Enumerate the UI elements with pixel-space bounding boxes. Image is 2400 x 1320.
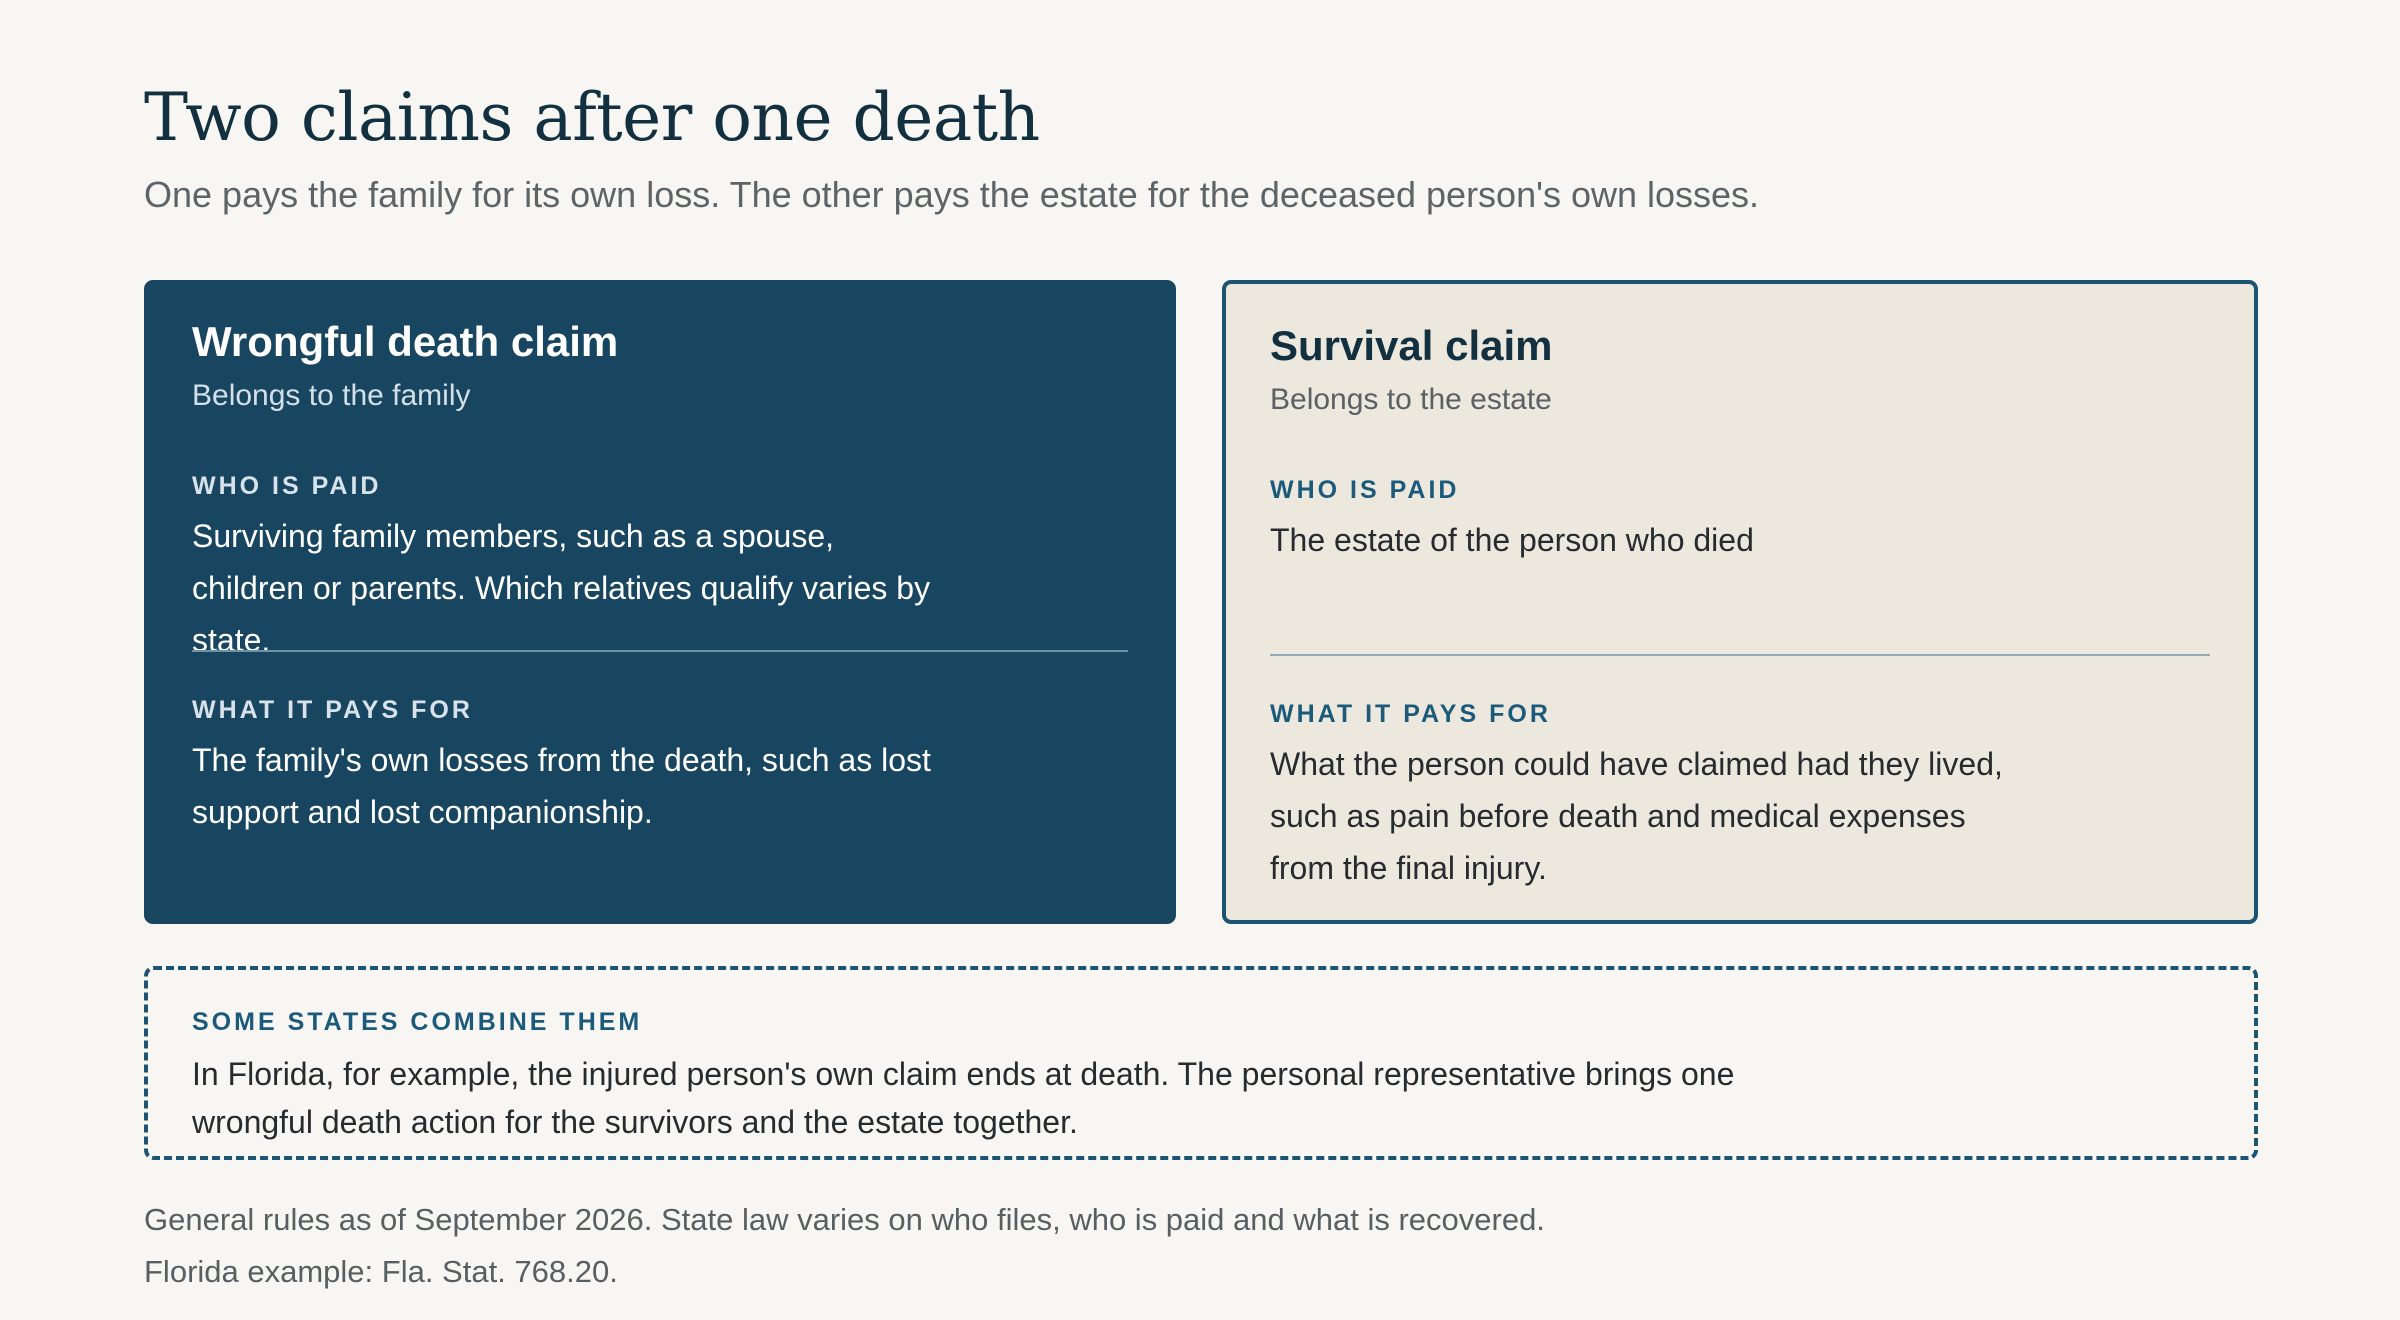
what-it-pays-for-text: The family's own losses from the death, such as lost support and lost companionship.	[192, 742, 931, 830]
card-divider	[1270, 654, 2210, 656]
what-it-pays-for-label: WHAT IT PAYS FOR	[192, 696, 473, 724]
wrongful-death-card	[144, 280, 1176, 924]
callout-text: In Florida, for example, the injured person's own claim ends at death. The personal representative brings one wrongful death action for the survivors and the estate together.	[192, 1056, 1735, 1140]
footnote-general-rules: General rules as of September 2026. State law varies on who files, who is paid and what is recovered.	[144, 1202, 1545, 1237]
who-is-paid-label: WHO IS PAID	[192, 472, 382, 500]
card-title: Survival claim	[1270, 322, 1553, 369]
page-title: Two claims after one death	[144, 79, 1040, 156]
combined-claims-callout	[144, 966, 2258, 1160]
card-divider	[192, 650, 1128, 652]
who-is-paid-text: The estate of the person who died	[1270, 522, 1754, 558]
card-title: Wrongful death claim	[192, 318, 619, 365]
footnote-florida-statute: Florida example: Fla. Stat. 768.20.	[144, 1254, 618, 1289]
what-it-pays-for-text: What the person could have claimed had they lived, such as pain before death and medical expenses from the final injury.	[1270, 746, 2003, 886]
card-subtitle: Belongs to the family	[192, 379, 471, 412]
callout-label: SOME STATES COMBINE THEM	[192, 1008, 643, 1036]
who-is-paid-text: Surviving family members, such as a spouse, children or parents. Which relatives qualify varies by state.	[192, 518, 931, 658]
who-is-paid-label: WHO IS PAID	[1270, 476, 1460, 504]
card-subtitle: Belongs to the estate	[1270, 383, 1552, 416]
page-subtitle: One pays the family for its own loss. The other pays the estate for the deceased person's own losses.	[144, 174, 1760, 215]
survival-claim-card	[1222, 280, 2258, 924]
what-it-pays-for-label: WHAT IT PAYS FOR	[1270, 700, 1551, 728]
